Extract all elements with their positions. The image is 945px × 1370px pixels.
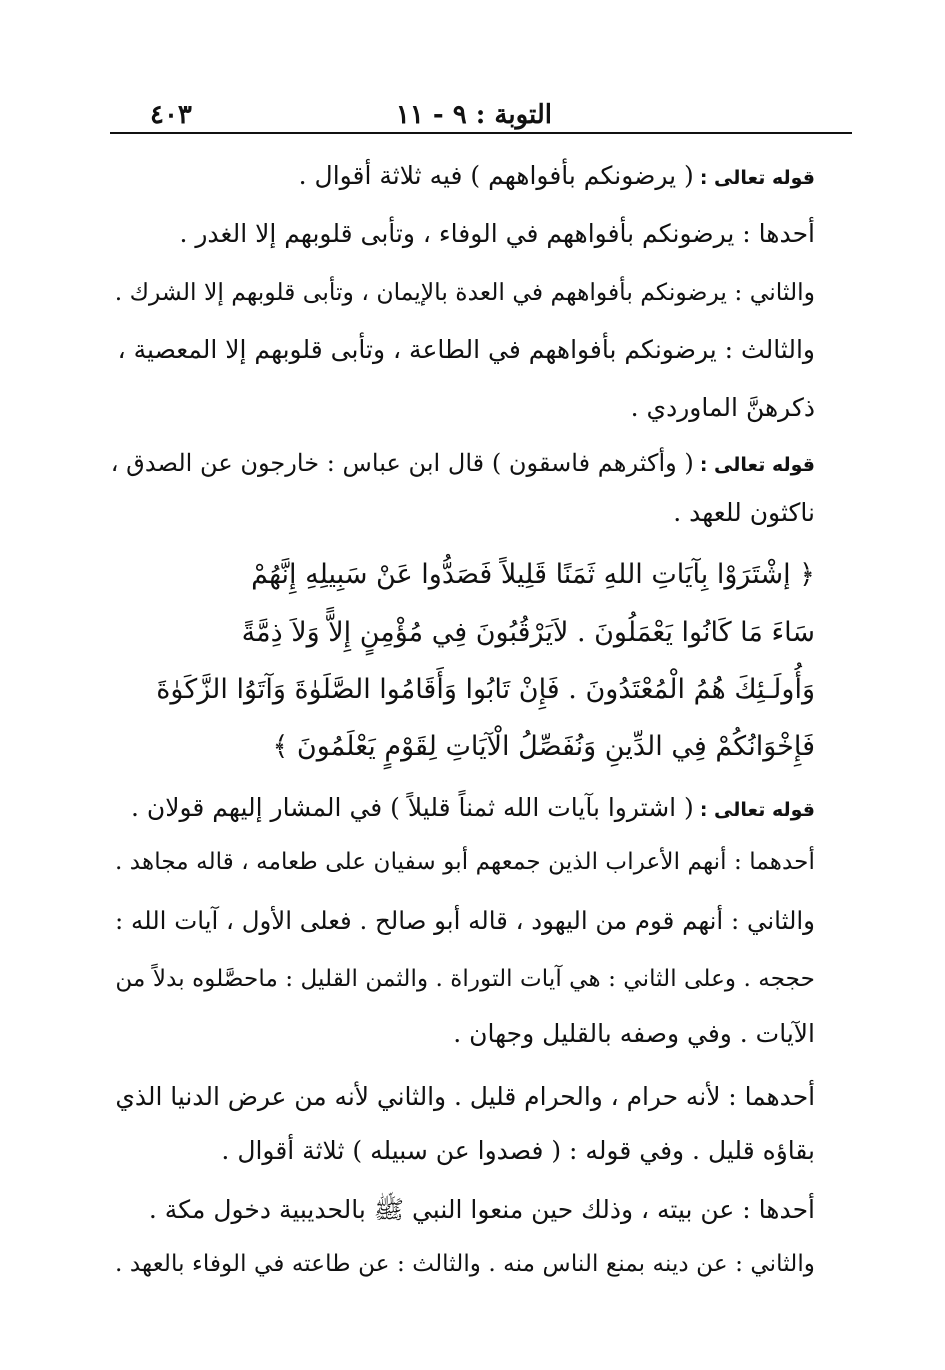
line-text: ذكرهنَّ الماوردي . — [630, 393, 815, 422]
text-line — [115, 959, 815, 999]
verse-text: ﴿ إشْتَرَوْا بِآيَاتِ اللهِ ثَمَنًا قَلِيلاً فَصَدُّوا عَنْ سَبِيلِهِ إِنَّهُمْ — [251, 559, 815, 590]
line-text: الآيات . وفي وصفه بالقليل وجهان . — [453, 1019, 815, 1048]
quran-verse-line — [156, 670, 815, 710]
verse-text: سَاءَ مَا كَانُوا يَعْمَلُونَ . لاَيَرْقُبُونَ فِي مُؤْمِنٍ إِلاًّ وَلاَ ذِمَّةً — [241, 617, 815, 648]
text-line — [111, 443, 815, 483]
text-line — [118, 330, 815, 370]
text-line — [115, 272, 815, 312]
text-line — [131, 788, 815, 828]
text-line — [149, 1190, 815, 1230]
line-text: والثاني : أنهم قوم من اليهود ، قاله أبو صالح . فعلى الأول ، آيات الله : — [115, 906, 815, 935]
text-line — [115, 1244, 815, 1284]
line-text: ناكثون للعهد . — [673, 498, 815, 527]
header-rule — [110, 132, 852, 134]
line-lead: قوله تعالى : — [699, 167, 815, 189]
page-number: ٤٠٣ — [150, 100, 192, 130]
quran-verse-line — [273, 727, 816, 767]
line-text: بقاؤه قليل . وفي قوله : ( فصدوا عن سبيله ) ثلاثة أقوال . — [221, 1136, 815, 1165]
line-text: ( وأكثرهم فاسقون ) قال ابن عباس : خارجون عن الصدق ، — [110, 449, 694, 477]
text-line — [115, 842, 815, 882]
running-title: التوبة : ٩ - ١١ — [395, 100, 552, 130]
line-text: حججه . وعلى الثاني : هي آيات التوراة . والثمن القليل : ماحصَّلوه بدلاً من — [115, 965, 815, 992]
line-text: والثاني : عن دينه بمنع الناس منه . والثالث : عن طاعته في الوفاء بالعهد . — [115, 1250, 815, 1277]
line-text: ( اشتروا بآيات الله ثمناً قليلاً ) في المشار إليهم قولان . — [130, 793, 694, 822]
line-lead: قوله تعالى : — [699, 454, 815, 476]
line-text: والثاني : يرضونكم بأفواههم في العدة بالإيمان ، وتأبى قلوبهم إلا الشرك . — [114, 278, 815, 306]
verse-text: وَأُولَـئِكَ هُمُ الْمُعْتَدُونَ . فَإِنْ تَابُوا وَأَقَامُوا الصَّلَوٰةَ وَآتَوُا الزَّكَوٰةَ — [156, 674, 815, 705]
text-line — [299, 156, 815, 196]
line-lead: قوله تعالى : — [699, 799, 815, 821]
line-text: ( يرضونكم بأفواههم ) فيه ثلاثة أقوال . — [298, 161, 694, 190]
verse-text: فَإِخْوَانُكُمْ فِي الدِّينِ وَنُفَصِّلُ الْآيَاتِ لِقَوْمٍ يَعْلَمُونَ ﴾ — [272, 731, 815, 762]
line-text: والثالث : يرضونكم بأفواههم في الطاعة ، وتأبى قلوبهم إلا المعصية ، — [117, 335, 815, 364]
text-line — [179, 214, 815, 254]
line-text: أحدهما : أنهم الأعراب الذين جمعهم أبو سفيان على طعامه ، قاله مجاهد . — [115, 848, 815, 875]
text-line — [453, 1014, 815, 1054]
quran-verse-line — [242, 613, 815, 653]
text-line — [115, 901, 815, 941]
text-line — [631, 388, 815, 428]
line-text: أحدها : عن بيته ، وذلك حين منعوا النبي ﷺ بالحديبية دخول مكة . — [148, 1195, 815, 1224]
text-line — [221, 1131, 815, 1171]
text-line — [115, 1077, 815, 1117]
page-header — [110, 96, 852, 136]
quran-verse-line — [251, 555, 815, 595]
line-text: أحدها : يرضونكم بأفواههم في الوفاء ، وتأبى قلوبهم إلا الغدر . — [179, 219, 815, 248]
text-line — [673, 493, 815, 533]
line-text: أحدهما : لأنه حرام ، والحرام قليل . والثاني لأنه من عرض الدنيا الذي — [115, 1082, 815, 1111]
